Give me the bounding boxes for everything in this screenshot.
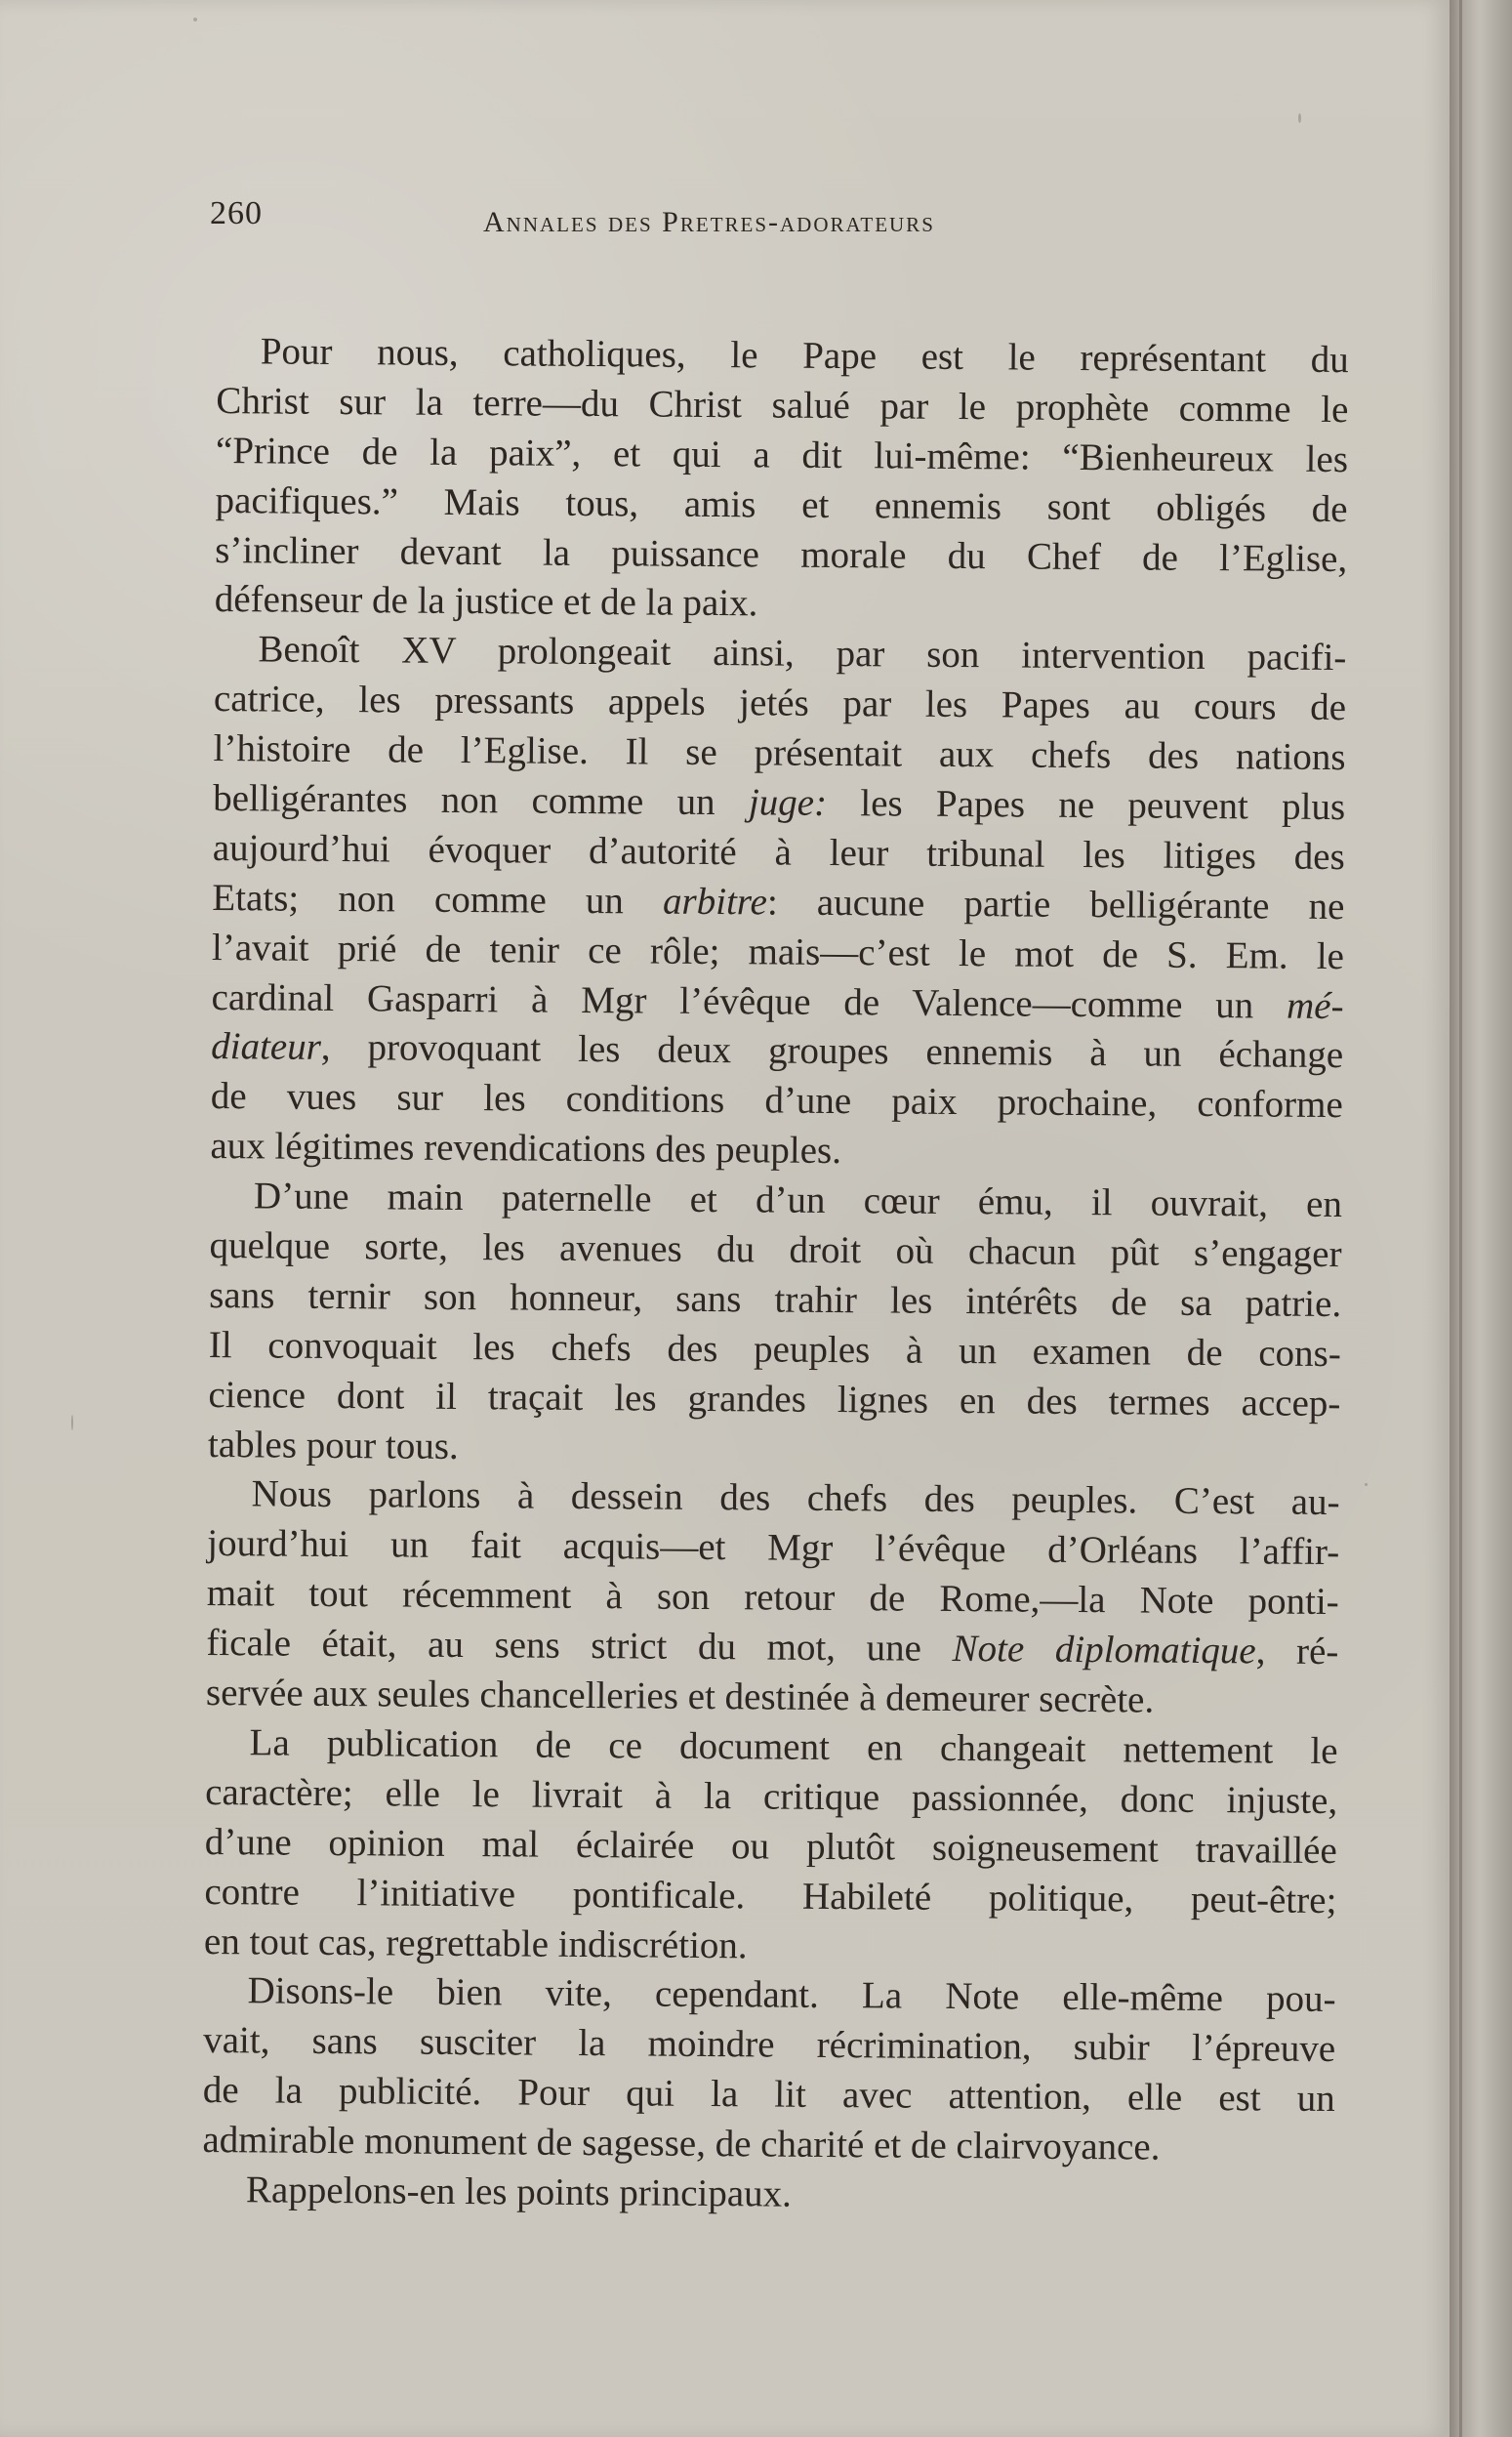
text-segment: Rappelons-en les points principaux. <box>245 2169 793 2215</box>
paper-speck <box>71 1415 73 1430</box>
running-head: Annales des Pretres-adorateurs <box>483 206 935 238</box>
paper-speck <box>1298 113 1301 123</box>
text-line <box>204 1917 1336 1975</box>
text-segment: vait, sans susciter la moindre récrimination, subir l’épreuve <box>203 2019 1336 2071</box>
text-line <box>208 1371 1340 1429</box>
text-segment: mait tout récemment à son retour de Rome,—la Note ponti- <box>206 1572 1339 1624</box>
text-segment: D’une main paternelle et d’un cœur ému, il ouvrait, en <box>253 1175 1343 1226</box>
text-line <box>211 1022 1343 1081</box>
text-segment: s’incliner devant la puissance morale du Chef de l’Eglise, <box>215 528 1348 580</box>
text-segment: aujourd’hui évoquer d’autorité à leur tribunal les litiges des <box>212 826 1345 878</box>
text-line <box>210 1172 1342 1230</box>
text-segment: de vues sur les conditions d’une paix prochaine, conforme <box>210 1075 1343 1127</box>
text-line <box>209 1321 1341 1380</box>
paper-speck <box>1365 1483 1368 1486</box>
text-line <box>216 377 1348 435</box>
text-line <box>214 625 1346 683</box>
text-segment: La publication de ce document en changeait nettement le <box>249 1721 1338 1773</box>
text-segment: ficale était, au sens strict du mot, une <box>206 1622 953 1671</box>
text-line <box>215 476 1347 535</box>
text-line <box>208 1421 1340 1479</box>
text-segment: cardinal Gasparri à Mgr l’évêque de Valence—comme un <box>211 975 1287 1027</box>
italic-text-segment: arbitre <box>662 880 768 924</box>
text-segment: cience dont il traçait les grandes lignes en des termes accep- <box>208 1373 1341 1425</box>
text-segment: Nous parlons à dessein des chefs des peuples. C’est au- <box>251 1472 1340 1524</box>
text-line <box>212 924 1344 982</box>
text-segment: belligérantes non comme un <box>213 777 750 824</box>
text-segment: l’avait prié de tenir ce rôle; mais—c’est le mot de S. Em. le <box>211 926 1345 977</box>
text-line <box>213 774 1345 833</box>
text-segment: : aucune partie belligérante ne <box>766 881 1345 928</box>
text-line <box>215 575 1347 634</box>
text-segment: “Prince de la paix”, et qui a dit lui-même: “Bienheureux les <box>215 429 1349 480</box>
text-segment: , ré- <box>1255 1630 1339 1673</box>
italic-text-segment: Note diplomatique <box>952 1628 1256 1673</box>
text-segment: catrice, les pressants appels jetés par les Papes au cours de <box>213 678 1347 729</box>
body-text <box>202 327 1349 2224</box>
text-segment: quelque sorte, les avenues du droit où chacun pût s’engager <box>209 1224 1342 1276</box>
text-line <box>213 824 1345 883</box>
text-segment: tables pour tous. <box>207 1423 459 1467</box>
text-line <box>212 874 1344 932</box>
italic-text-segment: mé- <box>1286 984 1344 1027</box>
text-line <box>211 973 1343 1032</box>
text-line <box>216 427 1348 485</box>
text-segment: Christ sur la terre—du Christ salué par le prophète comme le <box>216 379 1349 431</box>
text-segment: défenseur de la justice et de la paix. <box>214 578 758 625</box>
text-segment: Disons-le bien vite, cependant. La Note elle-même pou- <box>247 1969 1336 2021</box>
text-line <box>207 1469 1339 1528</box>
text-segment: servée aux seules chancelleries et destinée à demeurer secrète. <box>205 1672 1155 1721</box>
text-line <box>205 1818 1337 1877</box>
text-segment: caractère; elle le livrait à la critique passionnée, donc injuste, <box>205 1770 1338 1822</box>
text-segment: jourd’hui un fait acquis—et Mgr l’évêque d’Orléans l’affir- <box>207 1522 1340 1574</box>
text-line <box>205 1768 1337 1827</box>
text-line <box>203 2066 1335 2125</box>
text-segment: sans ternir son honneur, sans trahir les intérêts de sa patrie. <box>209 1273 1342 1326</box>
paper-speck <box>193 18 197 21</box>
text-line <box>209 1271 1341 1330</box>
text-line <box>204 1868 1336 1926</box>
text-segment: Pour nous, catholiques, le Pape est le représentant du <box>260 330 1349 382</box>
text-segment: admirable monument de sagesse, de charité et de clairvoyance. <box>202 2119 1161 2169</box>
text-segment: Benoît XV prolongeait ainsi, par son intervention pacifi- <box>258 628 1347 680</box>
text-segment: , provoquant les deux groupes ennemis à un échange <box>320 1026 1344 1077</box>
text-line <box>210 1122 1342 1180</box>
text-line <box>206 1669 1338 1727</box>
text-segment: les Papes ne peuvent plus <box>826 781 1346 829</box>
text-line <box>209 1221 1341 1280</box>
text-segment: Etats; non comme un <box>212 876 664 923</box>
text-segment: Il convoquait les chefs des peuples à un examen de cons- <box>208 1323 1341 1375</box>
text-line <box>202 2116 1334 2174</box>
text-line <box>217 327 1349 386</box>
italic-text-segment: diateur <box>211 1025 322 1069</box>
text-segment: l’histoire de l’Eglise. Il se présentait aux chefs des nations <box>213 727 1346 779</box>
text-segment: aux légitimes revendications des peuples. <box>210 1125 842 1173</box>
text-line <box>203 2016 1335 2075</box>
text-line <box>203 1966 1335 2025</box>
text-line <box>206 1619 1338 1677</box>
page-number: 260 <box>210 195 263 231</box>
text-line <box>213 724 1345 783</box>
text-line <box>214 675 1346 733</box>
text-line <box>202 2166 1334 2224</box>
text-segment: en tout cas, regrettable indiscrétion. <box>203 1920 748 1966</box>
text-line <box>215 526 1347 585</box>
text-line <box>207 1569 1339 1628</box>
text-segment: de la publicité. Pour qui la lit avec attention, elle est un <box>202 2069 1335 2121</box>
book-spine-line <box>1459 0 1462 2437</box>
text-line <box>211 1072 1343 1131</box>
text-line <box>207 1519 1339 1578</box>
text-segment: pacifiques.” Mais tous, amis et ennemis sont obligés de <box>215 478 1348 530</box>
text-segment: d’une opinion mal éclairée ou plutôt soigneusement travaillée <box>204 1820 1337 1872</box>
text-line <box>205 1718 1337 1777</box>
italic-text-segment: juge: <box>748 781 828 824</box>
text-segment: contre l’initiative pontificale. Habileté politique, peut-être; <box>204 1870 1337 1921</box>
